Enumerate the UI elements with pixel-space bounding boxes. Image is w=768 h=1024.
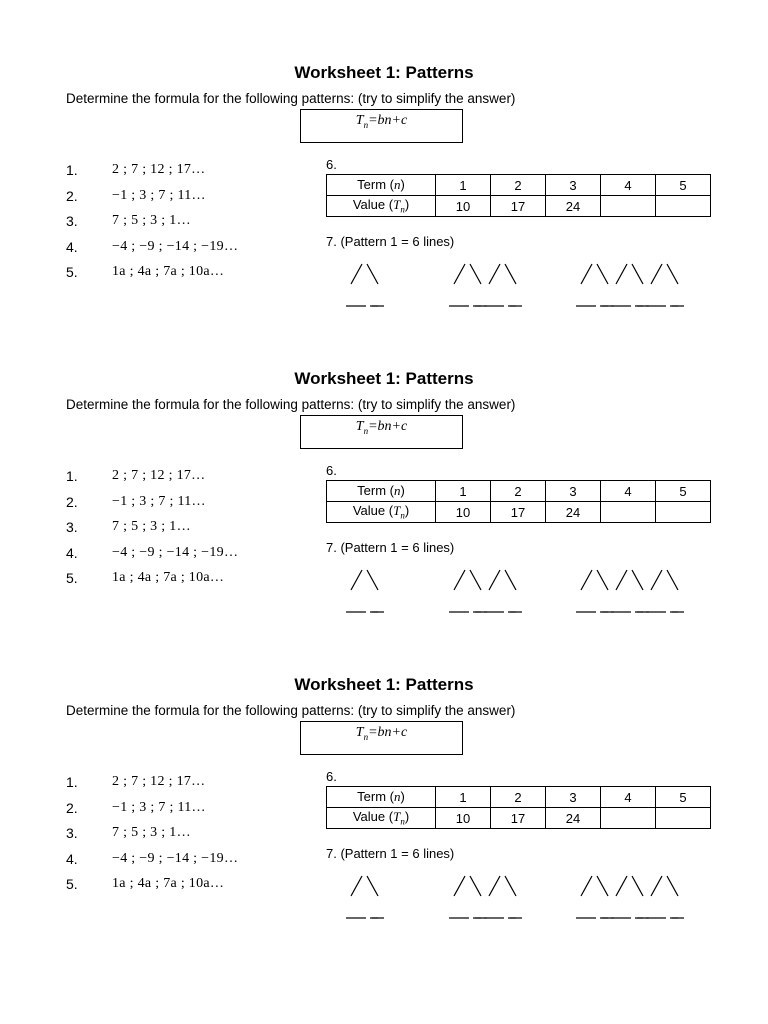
question-number: 1. (66, 774, 78, 790)
matchstick (616, 570, 627, 590)
question-sequence: 7 ; 5 ; 3 ; 1… (112, 213, 191, 228)
matchstick (367, 570, 378, 590)
matchstick-pattern-figure (340, 568, 720, 616)
question-sequence: 2 ; 7 ; 12 ; 17… (112, 162, 206, 177)
matchstick (505, 570, 516, 590)
question-number: 3. (66, 519, 78, 535)
question-7-label: 7. (Pattern 1 = 6 lines) (326, 234, 455, 249)
matchstick (351, 264, 362, 284)
question-6-label: 6. (326, 769, 337, 784)
value-cell[interactable] (656, 808, 711, 829)
term-cell: 3 (546, 175, 601, 196)
question-sequence: −4 ; −9 ; −14 ; −19… (112, 238, 239, 254)
matchstick (489, 876, 500, 896)
matchstick (667, 876, 678, 896)
question-6-label: 6. (326, 463, 337, 478)
matchstick (632, 570, 643, 590)
worksheet-title: Worksheet 1: Patterns (294, 675, 474, 694)
term-cell: 4 (601, 175, 656, 196)
question-number: 2. (66, 187, 78, 204)
value-cell: 24 (546, 196, 601, 217)
formula-text: $T_n=bn+c$ (355, 725, 408, 742)
matchstick (581, 570, 592, 590)
value-cell[interactable] (601, 502, 656, 523)
question-6-label: 6. (326, 157, 337, 172)
matchstick (367, 264, 378, 284)
question-sequence: 7 ; 5 ; 3 ; 1… (112, 825, 191, 840)
value-header: Value $(T_n)$ (327, 196, 436, 217)
question-number: 5. (66, 570, 78, 586)
term-header: Term (n) (327, 787, 436, 808)
matchstick (505, 264, 516, 284)
matchstick (489, 264, 500, 284)
value-cell[interactable] (656, 196, 711, 217)
question-sequence: 2 ; 7 ; 12 ; 17… (112, 774, 206, 789)
matchstick (581, 876, 592, 896)
question-7-label: 7. (Pattern 1 = 6 lines) (326, 846, 455, 861)
question-sequence: 1a ; 4a ; 7a ; 10a… (112, 876, 225, 891)
term-cell: 4 (601, 481, 656, 502)
instruction-text: Determine the formula for the following patterns: (try to simplify the answer) (66, 703, 516, 718)
question-number: 4. (66, 850, 78, 867)
value-cell: 10 (436, 196, 491, 217)
question-number: 5. (66, 876, 78, 892)
value-header: Value $(T_n)$ (327, 808, 436, 829)
question-number: 2. (66, 799, 78, 816)
matchstick (454, 876, 465, 896)
matchstick-patterns (340, 874, 720, 922)
matchstick (367, 876, 378, 896)
question-sequence: 1a ; 4a ; 7a ; 10a… (112, 570, 225, 585)
question-sequence: −1 ; 3 ; 7 ; 11… (112, 187, 206, 203)
matchstick (470, 570, 481, 590)
question-number: 4. (66, 544, 78, 561)
term-cell: 5 (656, 175, 711, 196)
matchstick (454, 570, 465, 590)
term-cell: 1 (436, 481, 491, 502)
value-cell: 10 (436, 808, 491, 829)
matchstick (470, 876, 481, 896)
term-cell: 3 (546, 787, 601, 808)
instruction-text: Determine the formula for the following patterns: (try to simplify the answer) (66, 397, 516, 412)
matchstick (581, 264, 592, 284)
question-number: 3. (66, 825, 78, 841)
value-cell[interactable] (656, 502, 711, 523)
question-sequence: −4 ; −9 ; −14 ; −19… (112, 850, 239, 866)
matchstick (632, 876, 643, 896)
value-cell[interactable] (601, 808, 656, 829)
matchstick (632, 264, 643, 284)
term-cell: 1 (436, 787, 491, 808)
term-cell: 2 (491, 175, 546, 196)
matchstick (597, 570, 608, 590)
worksheet-1 (0, 62, 768, 362)
matchstick-patterns (340, 568, 720, 616)
matchstick (616, 264, 627, 284)
term-cell: 4 (601, 787, 656, 808)
question-7-label: 7. (Pattern 1 = 6 lines) (326, 540, 455, 555)
matchstick (667, 570, 678, 590)
formula-text: $T_n=bn+c$ (355, 113, 408, 130)
value-cell: 24 (546, 502, 601, 523)
value-header: Value $(T_n)$ (327, 502, 436, 523)
term-value-table (326, 480, 711, 523)
question-number: 1. (66, 468, 78, 484)
matchstick-pattern-figure (340, 262, 720, 310)
matchstick (351, 570, 362, 590)
question-sequence: −1 ; 3 ; 7 ; 11… (112, 799, 206, 815)
term-value-table (326, 174, 711, 217)
term-cell: 5 (656, 481, 711, 502)
question-sequence: −1 ; 3 ; 7 ; 11… (112, 493, 206, 509)
term-header: Term (n) (327, 175, 436, 196)
formula-box (300, 109, 463, 143)
value-cell: 24 (546, 808, 601, 829)
question-sequence: 1a ; 4a ; 7a ; 10a… (112, 264, 225, 279)
term-cell: 2 (491, 481, 546, 502)
term-value-table (326, 786, 711, 829)
matchstick (489, 570, 500, 590)
value-cell: 17 (491, 808, 546, 829)
matchstick-pattern-figure (340, 874, 720, 922)
matchstick (616, 876, 627, 896)
term-cell: 3 (546, 481, 601, 502)
matchstick (505, 876, 516, 896)
value-cell[interactable] (601, 196, 656, 217)
worksheet-3 (0, 674, 768, 974)
term-cell: 2 (491, 787, 546, 808)
question-sequence: 2 ; 7 ; 12 ; 17… (112, 468, 206, 483)
matchstick (651, 876, 662, 896)
matchstick (351, 876, 362, 896)
matchstick (651, 570, 662, 590)
matchstick (470, 264, 481, 284)
formula-box (300, 721, 463, 755)
matchstick (597, 876, 608, 896)
question-number: 2. (66, 493, 78, 510)
instruction-text: Determine the formula for the following patterns: (try to simplify the answer) (66, 91, 516, 106)
formula-text: $T_n=bn+c$ (355, 419, 408, 436)
worksheet-title: Worksheet 1: Patterns (294, 63, 474, 82)
term-header: Term (n) (327, 481, 436, 502)
matchstick (454, 264, 465, 284)
formula-box (300, 415, 463, 449)
value-cell: 17 (491, 196, 546, 217)
question-sequence: −4 ; −9 ; −14 ; −19… (112, 544, 239, 560)
term-cell: 5 (656, 787, 711, 808)
question-sequence: 7 ; 5 ; 3 ; 1… (112, 519, 191, 534)
worksheet-2 (0, 368, 768, 668)
value-cell: 17 (491, 502, 546, 523)
term-cell: 1 (436, 175, 491, 196)
question-number: 1. (66, 162, 78, 178)
matchstick (651, 264, 662, 284)
value-cell: 10 (436, 502, 491, 523)
matchstick (597, 264, 608, 284)
question-number: 5. (66, 264, 78, 280)
worksheet-title: Worksheet 1: Patterns (294, 369, 474, 388)
question-number: 4. (66, 238, 78, 255)
matchstick (667, 264, 678, 284)
question-number: 3. (66, 213, 78, 229)
matchstick-patterns (340, 262, 720, 310)
